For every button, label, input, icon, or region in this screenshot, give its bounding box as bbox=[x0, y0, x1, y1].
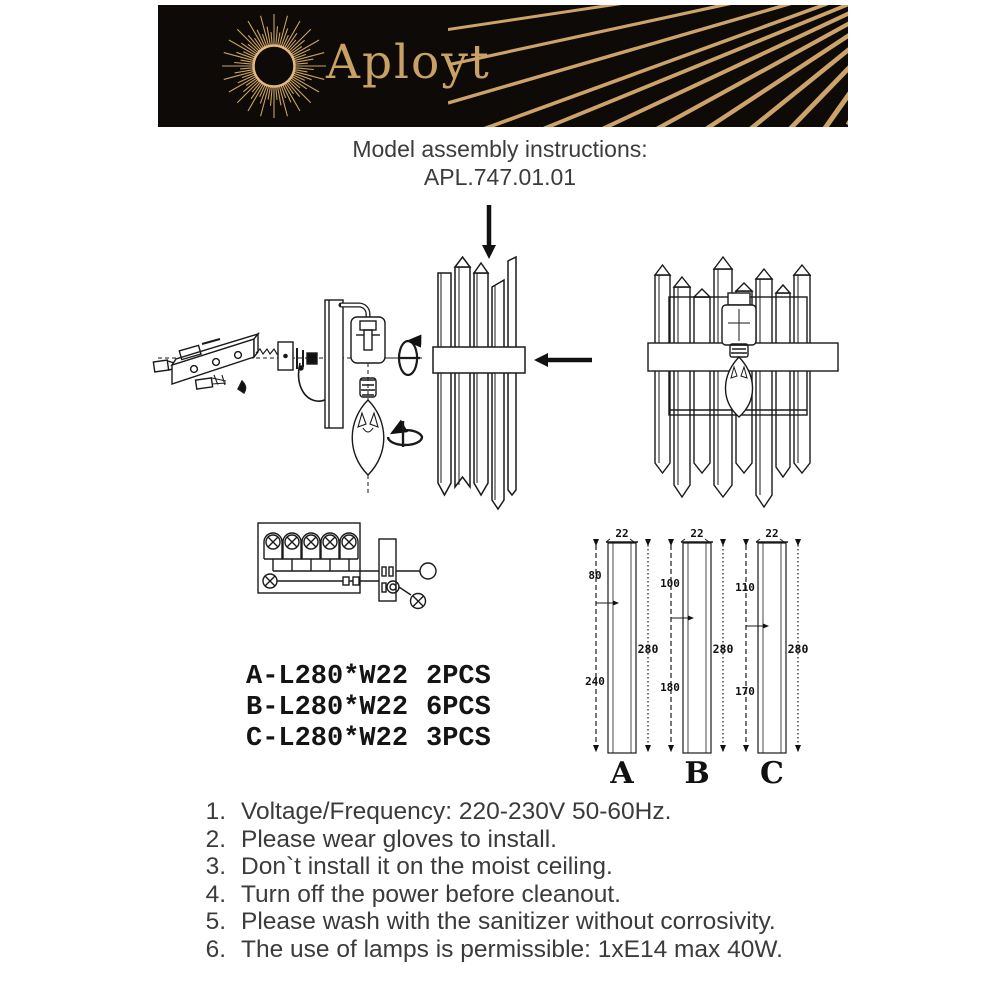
crystal-insert-drawing bbox=[433, 257, 592, 509]
svg-text:B: B bbox=[684, 756, 710, 791]
brand-banner bbox=[158, 5, 848, 127]
crystal-dimension-diagrams bbox=[575, 527, 823, 795]
svg-text:280: 280 bbox=[712, 642, 734, 656]
svg-text:180: 180 bbox=[660, 681, 680, 694]
corner-rays-decoration bbox=[448, 5, 848, 127]
part-row-a: A-L280*W22 2PCS bbox=[246, 662, 491, 692]
instruction-item: 5. Please wash with the sanitizer without corrosivity. bbox=[205, 908, 776, 936]
rotate-arrow-vertical-icon bbox=[388, 421, 422, 447]
lamp-symbol-single bbox=[263, 574, 277, 588]
insert-direction-arrow-down bbox=[482, 205, 496, 259]
title-line-1: Model assembly instructions: bbox=[352, 136, 648, 162]
instruction-item: 3. Don`t install it on the moist ceiling. bbox=[205, 853, 613, 881]
svg-text:22: 22 bbox=[615, 527, 629, 540]
instructions-list bbox=[196, 798, 856, 964]
svg-text:C: C bbox=[760, 756, 784, 791]
brand-logotype: Aployt bbox=[326, 35, 491, 90]
assembled-lamp-drawing bbox=[648, 257, 838, 507]
dimension-diagram-a bbox=[585, 527, 658, 791]
dimension-diagram-c bbox=[735, 527, 808, 791]
svg-text:A: A bbox=[610, 756, 634, 791]
svg-text:280: 280 bbox=[787, 642, 809, 656]
assembly-diagrams bbox=[150, 195, 850, 525]
back-plate-drawing bbox=[325, 300, 343, 428]
part-row-c: C-L280*W22 3PCS bbox=[246, 724, 491, 754]
dimension-diagram-b bbox=[660, 527, 733, 791]
instruction-item: 6. The use of lamps is permissible: 1xE14 max 40W. bbox=[205, 935, 783, 963]
svg-text:80: 80 bbox=[588, 569, 602, 582]
model-number: APL.747.01.01 bbox=[423, 164, 577, 190]
part-row-b: B-L280*W22 6PCS bbox=[246, 693, 491, 723]
svg-text:22: 22 bbox=[690, 527, 704, 540]
lamp-band-drawing bbox=[433, 347, 525, 373]
wiring-diagram bbox=[253, 513, 445, 621]
svg-text:100: 100 bbox=[660, 577, 680, 590]
terminal-block bbox=[379, 539, 399, 601]
lamp-symbol-bottom-right bbox=[411, 594, 426, 609]
exploded-view-drawing bbox=[153, 300, 422, 495]
parts-list bbox=[246, 662, 546, 755]
instruction-item: 1. Voltage/Frequency: 220-230V 50-60Hz. bbox=[205, 798, 672, 825]
svg-text:240: 240 bbox=[585, 675, 605, 688]
lamp-socket-drawing bbox=[351, 317, 385, 363]
svg-text:110: 110 bbox=[735, 581, 755, 594]
svg-text:22: 22 bbox=[765, 527, 779, 540]
wall-plate-drawing bbox=[278, 342, 293, 370]
svg-text:280: 280 bbox=[637, 642, 659, 656]
page-title bbox=[0, 135, 1000, 191]
svg-text:170: 170 bbox=[735, 685, 755, 698]
lamp-symbol-row bbox=[264, 533, 358, 559]
instruction-item: 2. Please wear gloves to install. bbox=[205, 825, 557, 853]
insert-direction-arrow-left bbox=[534, 353, 592, 367]
ground-circle bbox=[420, 563, 436, 579]
instruction-item: 4. Turn off the power before cleanout. bbox=[205, 880, 621, 908]
